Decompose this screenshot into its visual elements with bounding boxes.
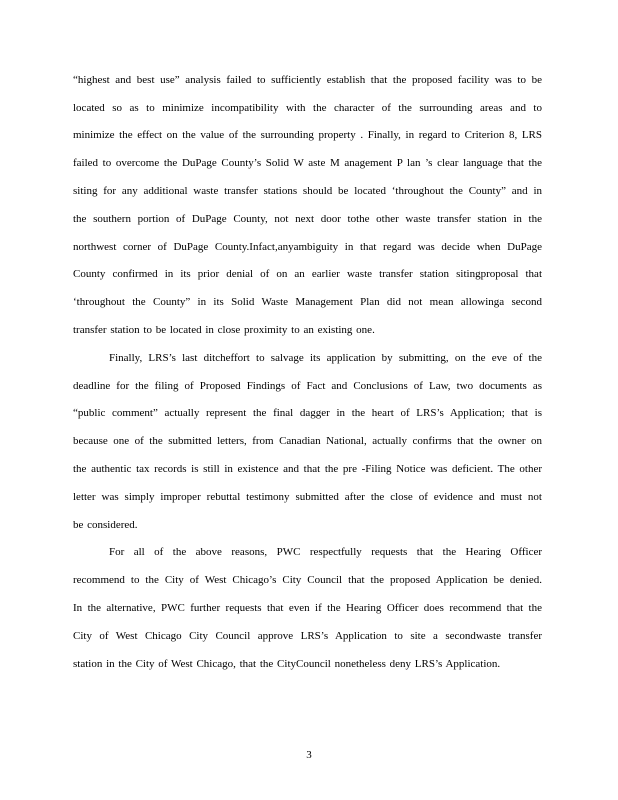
paragraph-2-line-7: be considered. <box>73 519 138 531</box>
paragraph-2-line-5: the authentic tax records is still in existence and that the pre -Filing Notice was deficient. The other <box>73 463 542 475</box>
page-number: 3 <box>306 749 312 761</box>
paragraph-3-line-1: For all of the above reasons, PWC respectfully requests that the Hearing Officer <box>109 546 542 558</box>
paragraph-1-line-7: northwest corner of DuPage County.Infact,anyambiguity in that regard was decide when DuPage <box>73 241 542 253</box>
paragraph-1-line-9: ‘throughout the County” in its Solid Waste Management Plan did not mean allowinga second <box>73 296 542 308</box>
paragraph-3-line-3: In the alternative, PWC further requests that even if the Hearing Officer does recommend that the <box>73 602 542 614</box>
paragraph-1-line-1: “highest and best use” analysis failed to sufficiently establish that the proposed facility was to be <box>73 74 542 86</box>
paragraph-2-line-3: “public comment” actually represent the final dagger in the heart of LRS’s Application; that is <box>73 407 542 419</box>
paragraph-3-line-4: City of West Chicago City Council approve LRS’s Application to site a secondwaste transfer <box>73 630 542 642</box>
paragraph-2-line-4: because one of the submitted letters, from Canadian National, actually confirms that the owner on <box>73 435 542 447</box>
paragraph-3-line-2: recommend to the City of West Chicago’s City Council that the proposed Application be denied. <box>73 574 542 586</box>
paragraph-1-line-10: transfer station to be located in close proximity to an existing one. <box>73 324 375 336</box>
paragraph-1-line-6: the southern portion of DuPage County, not next door tothe other waste transfer station in the <box>73 213 542 225</box>
paragraph-1-line-5: siting for any additional waste transfer stations should be located ‘throughout the County” and in <box>73 185 542 197</box>
paragraph-1-line-4: failed to overcome the DuPage County’s Solid W aste M anagement P lan ’s clear language that the <box>73 157 542 169</box>
paragraph-2-line-6: letter was simply improper rebuttal testimony submitted after the close of evidence and must not <box>73 491 542 503</box>
paragraph-3-line-5: station in the City of West Chicago, that the CityCouncil nonetheless deny LRS’s Application. <box>73 658 501 670</box>
paragraph-1-line-8: County confirmed in its prior denial of on an earlier waste transfer station sitingproposal that <box>73 268 542 280</box>
paragraph-2-line-2: deadline for the filing of Proposed Findings of Fact and Conclusions of Law, two documents as <box>73 380 542 392</box>
paragraph-1-line-3: minimize the effect on the value of the surrounding property . Finally, in regard to Criterion 8, LRS <box>73 129 542 141</box>
paragraph-2-line-1: Finally, LRS’s last ditcheffort to salvage its application by submitting, on the eve of the <box>109 352 542 364</box>
paragraph-1-line-2: located so as to minimize incompatibility with the character of the surrounding areas and to <box>73 102 542 114</box>
